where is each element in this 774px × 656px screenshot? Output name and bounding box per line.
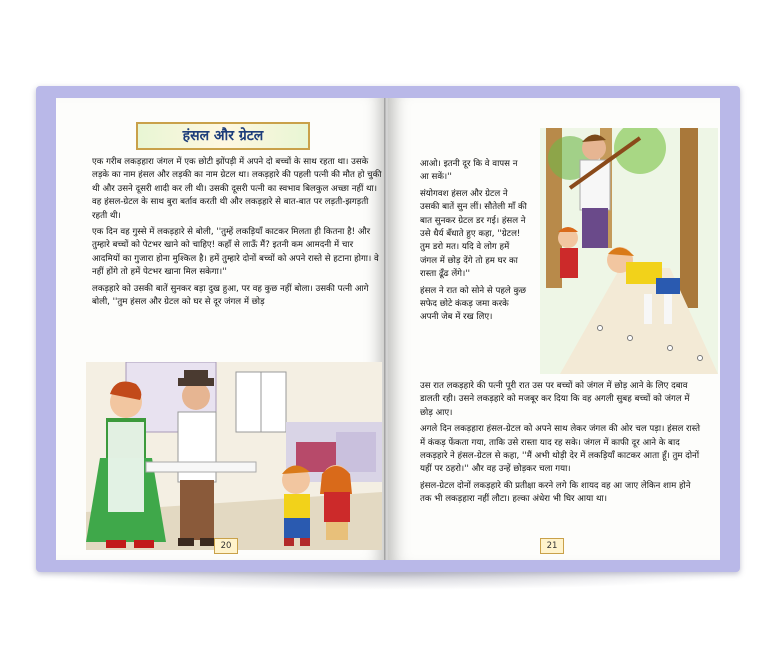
right-paragraph-5: अगले दिन लकड़हारा हंसल-ग्रेटल को अपने साथ लेकर जंगल की ओर चल पड़ा। हंसल रास्ते में कंकड़ फेंकता गया, ताकि उसे रास्ता याद रह सके। जंगल में काफी दूर आने के बाद लकड़हारे ने हंसल-ग्रेटल से कहा, ''मैं अभी थोड़ी देर में लकड़ियाँ काटकर आता हूँ। तुम दोनों यहीं पर ठहरो।'' और वह उन्हें छोड़कर चला गया। [420,424,701,475]
page-number-left: 20 [214,538,238,554]
left-page-text [92,156,382,312]
right-page [388,98,720,560]
right-paragraph-4: उस रात लकड़हारे की पत्नी पूरी रात उस पर बच्चों को जंगल में छोड़ आने के लिए दबाव डालती रही। उसने लकड़हारे को मजबूर कर दिया कि वह अगली सुबह बच्चों को जंगल में छोड़ आए। [420,381,690,418]
left-paragraph-3: लकड़हारे को उसकी बातें सुनकर बड़ा दुख हुआ, पर वह कुछ नहीं बोला। उसकी पत्नी आगे बोली, ''तुम हंसल और ग्रेटल को घर से दूर जंगल में छोड़ [92,283,369,308]
right-page-top-text [420,158,528,328]
right-page-bottom-text [420,380,702,510]
right-paragraph-3: हंसल ने रात को सोने से पहले कुछ सफेद छोटे कंकड़ जमा करके अपनी जेब में रख लिए। [420,285,527,323]
right-paragraph-6: हंसल-ग्रेटल दोनों लकड़हारे की प्रतीक्षा करने लगे कि शायद वह आ जाए लेकिन शाम होने तक भी लकड़हारा नहीं लौटा। हल्का अंधेरा भी घिर आया था। [420,480,691,505]
forest-pebbles-illustration [540,128,718,374]
left-page [56,98,386,560]
page-number-right: 21 [540,538,564,554]
kitchen-argument-illustration [86,362,382,550]
right-paragraph-1: आओ। इतनी दूर कि वे वापस न आ सकें।'' [420,159,518,183]
story-title-banner [136,122,310,150]
left-paragraph-1: एक गरीब लकड़हारा जंगल में एक छोटी झोंपड़ी में अपने दो बच्चों के साथ रहता था। उसके लड़के का नाम हंसल और लड़की का नाम ग्रेटल था। लकड़हारे की पहली पत्नी की मौत हो चुकी थी और उसने दूसरी शादी कर ली थी। उसकी दूसरी पत्नी का स्वभाव बिलकुल अच्छा नहीं था। वह हंसल-ग्रेटल के साथ बुरा बर्ताव करती थी और लकड़हारे से बात-बात पर लड़ती-झगड़ती रहती थी। [92,157,382,221]
right-paragraph-2: संयोगवश हंसल और ग्रेटल ने उसकी बातें सुन लीं। सौतेली माँ की बात सुनकर ग्रेटल डर गई। हंसल ने उसे धैर्य बँधाते हुए कहा, ''ग्रेटल! तुम डरो मत। यदि वे लोग हमें जंगल में छोड़ देंगे तो हम घर का रास्ता ढूँढ लेंगे।'' [420,188,527,280]
left-paragraph-2: एक दिन वह गुस्से में लकड़हारे से बोली, ''तुम्हें लकड़ियाँ काटकर मिलता ही कितना है! और तुम्हारे बच्चों को पेटभर खाने को चाहिए! कहाँ से लाऊँ मैं? इतनी कम आमदनी में चार आदमियों का गुजारा होना मुश्किल है। हमें तुम्हारे दोनों बच्चों को अपने रास्ते से हटाना होगा। वे नहीं होंगे तो हमें पेटभर खाना मिल सकेगा।'' [92,227,379,278]
story-title: हंसल और ग्रेटल [182,128,264,144]
